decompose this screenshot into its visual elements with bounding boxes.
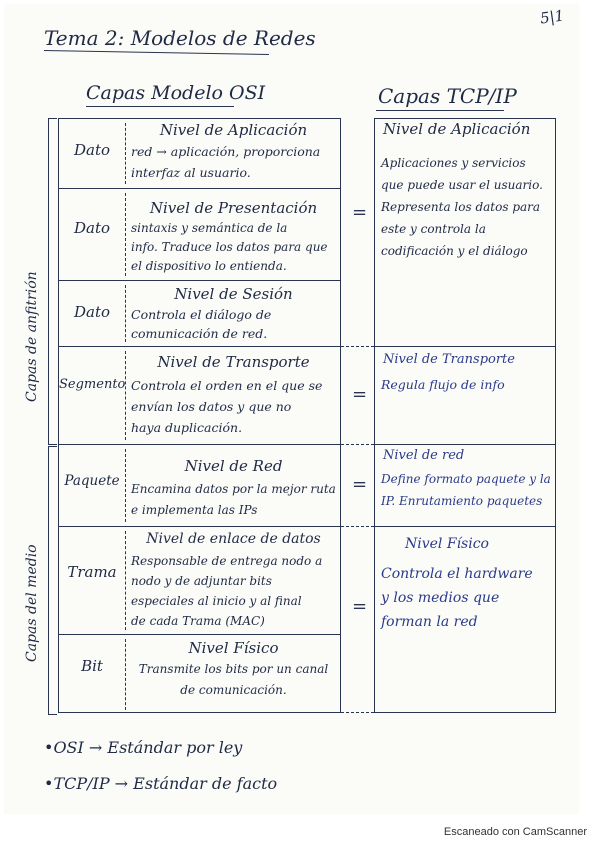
desc-line: codificación y el diálogo <box>381 244 528 258</box>
layer-description <box>131 479 336 521</box>
osi-row-aplicacion <box>59 119 340 189</box>
desc-line: nodo y de adjuntar bits <box>131 574 272 588</box>
tcp-table <box>374 118 556 713</box>
desc-line: IP. Enrutamiento paquetes <box>381 494 543 508</box>
column-divider <box>125 449 126 522</box>
tcp-layer-name: Nivel de red <box>383 448 465 463</box>
layer-description <box>131 659 336 701</box>
layer-name: Nivel de enlace de datos <box>146 531 321 547</box>
column-divider <box>125 531 126 630</box>
desc-line: sintaxis y semántica de la <box>131 221 288 235</box>
layer-description <box>131 219 336 276</box>
desc-line: Representa los datos para <box>381 200 541 214</box>
equals-sign: = <box>352 202 368 223</box>
tcp-layer-name: Nivel de Transporte <box>383 352 515 367</box>
desc-line: Encamina datos por la mejor ruta <box>131 482 336 496</box>
connector-line <box>341 444 374 445</box>
desc-line: de cada Trama (MAC) <box>131 614 265 628</box>
layer-description <box>131 375 336 438</box>
desc-line: forman la red <box>381 614 478 630</box>
desc-line: envían los datos y que no <box>131 399 292 414</box>
desc-line: Responsable de entrega nodo a <box>131 554 323 568</box>
layer-name: Nivel de Presentación <box>149 199 318 217</box>
osi-row-red <box>59 445 340 527</box>
connector-line <box>341 526 374 527</box>
host-layers-label: Capas de anfitrión <box>24 271 40 402</box>
tcp-row-red <box>375 444 555 526</box>
note-osi: •OSI → Estándar por ley <box>44 738 243 757</box>
tcp-header: Capas TCP/IP <box>378 84 517 108</box>
pdu-label: Dato <box>73 141 111 159</box>
osi-header-underline <box>86 106 234 107</box>
tcp-row-aplicacion <box>375 118 555 346</box>
column-divider <box>125 351 126 440</box>
connector-line <box>341 712 374 713</box>
media-layers-bracket <box>48 446 57 715</box>
desc-line: y los medios que <box>381 590 500 606</box>
layer-name: Nivel de Aplicación <box>159 121 308 139</box>
desc-line: Controla el hardware <box>381 566 533 582</box>
tcp-row-fisico <box>375 526 555 713</box>
tcp-header-underline <box>376 110 504 111</box>
page-number: 5|1 <box>538 6 566 28</box>
pdu-label: Segmento <box>59 377 126 392</box>
pdu-label: Trama <box>67 563 117 581</box>
osi-row-sesion <box>59 281 340 347</box>
desc-line: comunicación de red. <box>131 326 268 341</box>
layer-name: Nivel de Red <box>184 457 283 475</box>
column-divider <box>125 285 126 342</box>
connector-line <box>341 346 374 347</box>
tcp-layer-description <box>381 374 553 396</box>
desc-line: Aplicaciones y servicios <box>381 156 526 170</box>
osi-table <box>58 118 341 713</box>
layer-name: Nivel de Transporte <box>157 353 310 371</box>
equals-sign: = <box>352 474 368 495</box>
pdu-label: Paquete <box>64 473 120 489</box>
tcp-layer-description <box>381 468 553 512</box>
layer-name: Nivel Físico <box>188 639 279 657</box>
layer-description <box>131 551 336 631</box>
tcp-layer-description <box>381 562 553 634</box>
layer-name: Nivel de Sesión <box>174 285 293 303</box>
desc-line: Define formato paquete y la <box>381 472 551 486</box>
desc-line: especiales al inicio y al final <box>131 594 302 608</box>
media-layers-label: Capas del medio <box>24 544 40 662</box>
osi-row-enlace <box>59 527 340 635</box>
desc-line: info. Traduce los datos para que <box>131 240 328 254</box>
desc-line: red → aplicación, proporciona <box>131 144 321 159</box>
pdu-label: Dato <box>73 303 111 321</box>
desc-line: Controla el diálogo de <box>131 307 272 322</box>
layer-description <box>131 141 336 183</box>
column-divider <box>125 193 126 276</box>
column-divider <box>125 639 126 710</box>
desc-line: Transmite los bits por un canal <box>138 662 329 676</box>
desc-line: e implementa las IPs <box>131 503 258 517</box>
equals-sign: = <box>352 596 368 617</box>
row-divider <box>375 712 555 713</box>
layer-description <box>131 305 336 343</box>
desc-line: de comunicación. <box>180 683 287 697</box>
equals-sign: = <box>352 384 368 405</box>
desc-line: interfaz al usuario. <box>131 165 251 180</box>
scanner-watermark: Escaneado con CamScanner <box>443 826 587 838</box>
pdu-label: Dato <box>73 219 111 237</box>
tcp-layer-name: Nivel de Aplicación <box>383 120 531 138</box>
osi-header: Capas Modelo OSI <box>86 82 266 104</box>
desc-line: que puede usar el usuario. <box>381 178 543 192</box>
desc-line: Regula flujo de info <box>381 377 505 392</box>
desc-line: Controla el orden en el que se <box>131 378 323 393</box>
tcp-row-transporte <box>375 346 555 444</box>
column-divider <box>125 123 126 184</box>
desc-line: haya duplicación. <box>131 420 243 435</box>
tcp-layer-description <box>381 152 553 262</box>
desc-line: el dispositivo lo entienda. <box>131 259 287 273</box>
osi-row-transporte <box>59 347 340 445</box>
page-title: Tema 2: Modelos de Redes <box>44 26 316 50</box>
host-layers-bracket <box>48 118 57 445</box>
note-tcpip: •TCP/IP → Estándar de facto <box>44 774 278 793</box>
osi-row-fisico <box>59 635 340 714</box>
tcp-layer-name: Nivel Físico <box>405 536 489 552</box>
osi-row-presentacion <box>59 189 340 281</box>
desc-line: este y controla la <box>381 222 486 236</box>
pdu-label: Bit <box>81 657 103 675</box>
